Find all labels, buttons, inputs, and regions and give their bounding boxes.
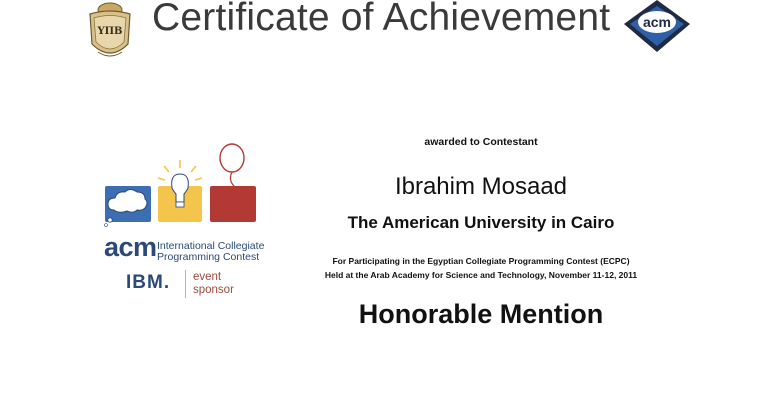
award-title: Honorable Mention — [358, 299, 604, 329]
recipient-university: The American University in Cairo — [347, 213, 615, 232]
ibm-logo: IBM. — [126, 272, 171, 293]
red-panel — [210, 186, 256, 222]
sponsor-label-line1: event — [193, 271, 222, 283]
seal-letters: ΥΠΒ — [97, 26, 123, 37]
acm-badge-text: acm — [642, 14, 672, 30]
certificate-title: Certificate of Achievement — [152, 0, 611, 39]
recipient-name: Ibrahim Mosaad — [394, 173, 568, 200]
university-seal-icon — [84, 0, 136, 64]
icpc-name-line1: International Collegiate — [157, 240, 265, 252]
sponsor-divider — [185, 270, 186, 298]
icpc-acm-word: acm — [104, 232, 157, 262]
icpc-name-line2: Programming Contest — [157, 251, 260, 263]
participation-line: For Participating in the Egyptian Collegiate Programming Contest (ECPC) — [332, 256, 630, 266]
sponsor-label-line2: sponsor — [193, 284, 234, 296]
venue-date-line: Held at the Arab Academy for Science and Technology, November 11-12, 2011 — [324, 270, 638, 280]
acm-diamond-logo-icon — [622, 0, 692, 52]
awarded-to-label: awarded to Contestant — [424, 136, 538, 148]
